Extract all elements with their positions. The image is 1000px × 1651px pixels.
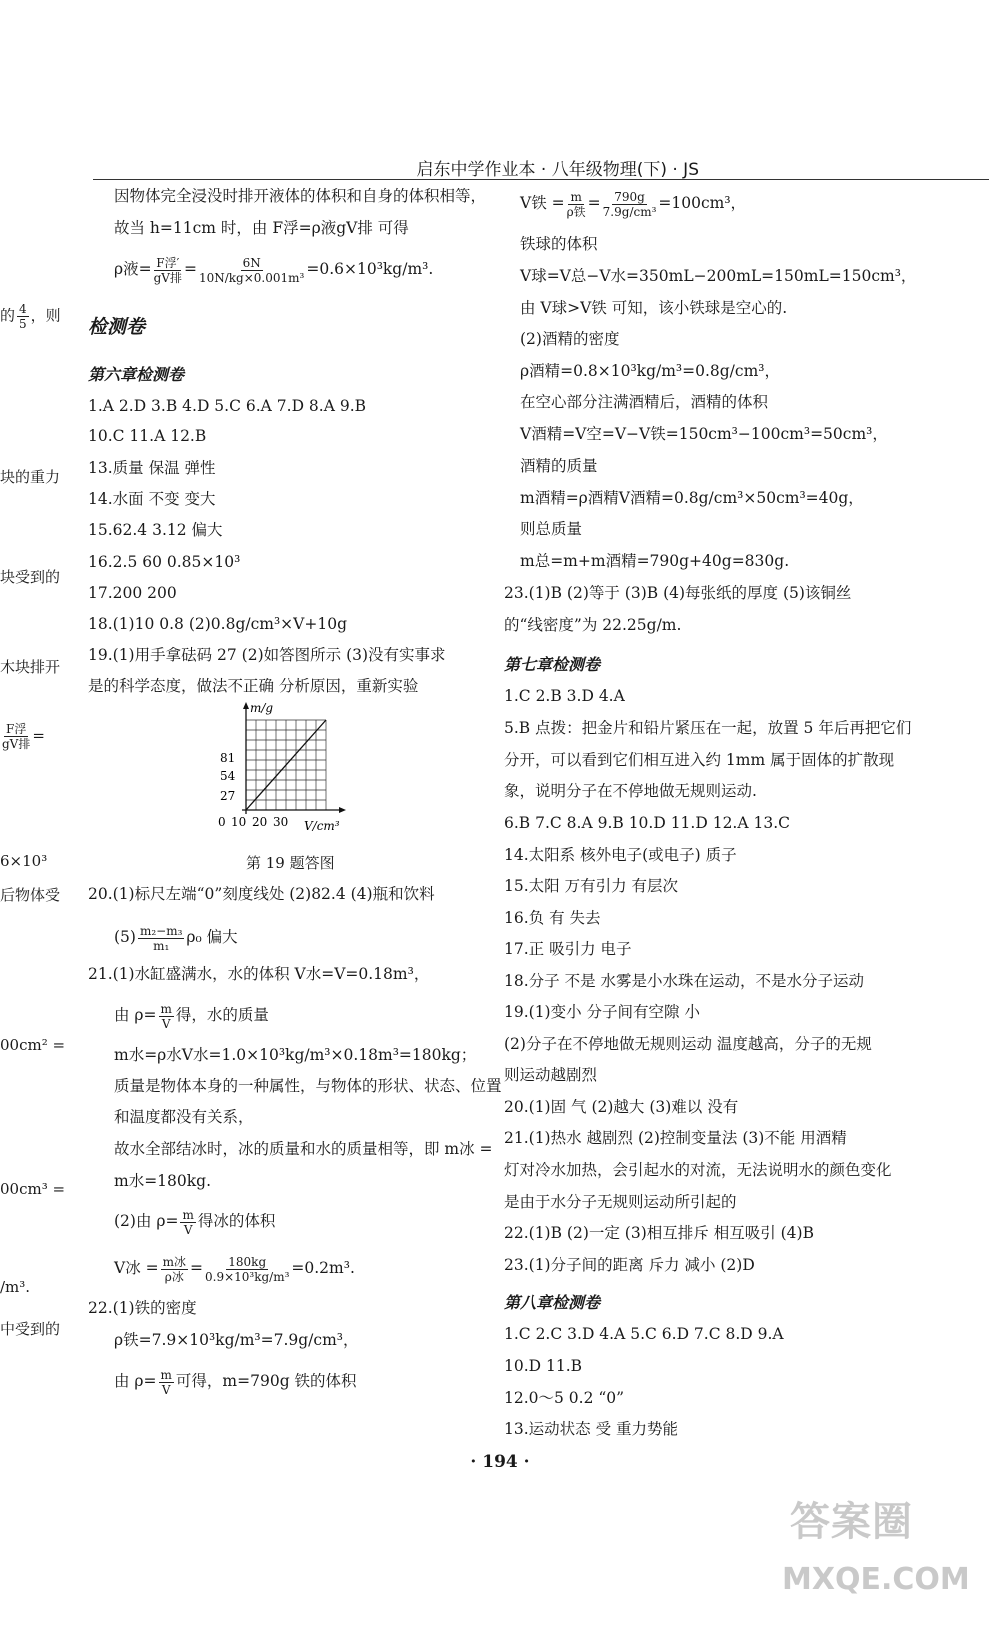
text-line: 因物体完全浸没时排开液体的体积和自身的体积相等， bbox=[114, 187, 487, 205]
left-frag: 后物体受 bbox=[0, 886, 61, 904]
answer-line: ρ铁=7.9×10³kg/m³=7.9g/cm³， bbox=[114, 1331, 359, 1349]
answer-line: V球=V总−V水=350mL−200mL=150mL=150cm³， bbox=[520, 267, 917, 285]
y-tick: 27 bbox=[220, 789, 236, 803]
answer-line: 13.运动状态 受 重力势能 bbox=[504, 1420, 679, 1438]
answer-line: (2)由 ρ= $\frac{m}{V}$ 得冰的体积 bbox=[114, 1207, 276, 1237]
answer-line: 21.(1)水缸盛满水，水的体积 V水=V=0.18m³， bbox=[88, 965, 430, 983]
answer-line: 21.(1)热水 越剧烈 (2)控制变量法 (3)不能 用酒精 bbox=[504, 1129, 847, 1147]
left-frag: 00cm³ = bbox=[0, 1180, 66, 1198]
answer-line: 在空心部分注满酒精后，酒精的体积 bbox=[520, 393, 769, 411]
header-title: 启东中学作业本 · 八年级物理(下) · JS bbox=[416, 160, 699, 180]
answer-line: 16.2.5 60 0.85×10³ bbox=[88, 553, 241, 571]
answer-line: 是由于水分子无规则运动所引起的 bbox=[504, 1193, 737, 1211]
left-frag: $\frac{\text{F浮}}{\text{gV排}}$ = bbox=[2, 722, 45, 751]
left-fragments bbox=[0, 0, 80, 1651]
column-right bbox=[504, 0, 990, 1651]
answer-line: 20.(1)固 气 (2)越大 (3)难以 没有 bbox=[504, 1098, 739, 1116]
answer-line: ρ酒精=0.8×10³kg/m³=0.8g/cm³， bbox=[520, 362, 780, 380]
watermark-logo: 答案圈 bbox=[790, 1499, 913, 1545]
answer-line: 分开，可以看到它们相互进入约 1mm 属于固体的扩散现 bbox=[504, 751, 895, 769]
x-tick: 0 bbox=[218, 815, 226, 829]
left-frag: 的 $\frac{4}{5}$ ，则 bbox=[0, 302, 61, 331]
answer-line: 故水全部结冰时，冰的质量和水的质量相等，即 m冰 = bbox=[114, 1140, 493, 1158]
answer-line: 6.B 7.C 8.A 9.B 10.D 11.D 12.A 13.C bbox=[504, 814, 790, 832]
answer-line: (2)分子在不停地做无规则运动 温度越高，分子的无规 bbox=[504, 1035, 872, 1053]
answer-line: 则运动越剧烈 bbox=[504, 1066, 598, 1084]
answer-line: 15.太阳 万有引力 有层次 bbox=[504, 877, 679, 895]
rho-equation: ρ液= $\frac{\text{F浮′}}{\text{gV排}}$ = $\frac{6N}{\text{10N/kg×0.001m³}}$ =0.6×10³kg/m³. bbox=[114, 255, 434, 285]
answer-line: m总=m+m酒精=790g+40g=830g. bbox=[520, 552, 790, 570]
answer-line: m水=180kg. bbox=[114, 1172, 212, 1190]
fraction: $\frac{4}{5}$ bbox=[19, 302, 27, 331]
answer-line: 1.C 2.B 3.D 4.A bbox=[504, 687, 625, 705]
answer-line: 19.(1)用手拿砝码 27 (2)如答图所示 (3)没有实事求 bbox=[88, 646, 446, 664]
answer-line: 则总质量 bbox=[520, 520, 583, 538]
answer-line: 23.(1)B (2)等于 (3)B (4)每张纸的厚度 (5)该铜丝 bbox=[504, 584, 852, 602]
x-tick: 20 bbox=[252, 815, 268, 829]
answer-line: (2)酒精的密度 bbox=[520, 330, 620, 348]
y-tick: 81 bbox=[220, 751, 236, 765]
answer-line: V冰 = $\frac{\text{m冰}}{\text{ρ冰}}$ = $\frac{180kg}{\text{0.9×10³kg/m³}}$ =0.2m³. bbox=[114, 1254, 355, 1284]
answer-line: 的“线密度”为 22.25g/m. bbox=[504, 616, 682, 634]
answer-line: 是的科学态度，做法不正确 分析原因，重新实验 bbox=[88, 677, 419, 695]
left-frag: 00cm² = bbox=[0, 1036, 66, 1054]
answer-line: 22.(1)铁的密度 bbox=[88, 1299, 197, 1317]
left-frag: 块的重力 bbox=[0, 468, 61, 486]
answer-line: 由 ρ= $\frac{m}{V}$ 可得，m=790g 铁的体积 bbox=[114, 1367, 357, 1397]
chapter-title: 第七章检测卷 bbox=[504, 655, 601, 674]
answer-line: 17.200 200 bbox=[88, 584, 177, 602]
answer-line: 15.62.4 3.12 偏大 bbox=[88, 521, 223, 539]
answer-line: 16.负 有 失去 bbox=[504, 909, 601, 927]
y-axis-arrow bbox=[243, 702, 249, 709]
watermark-url: MXQE.COM bbox=[782, 1562, 970, 1597]
left-frag: 6×10³ bbox=[0, 852, 48, 870]
answer-line: 1.A 2.D 3.B 4.D 5.C 6.A 7.D 8.A 9.B bbox=[88, 397, 367, 415]
left-frag: 木块排开 bbox=[0, 658, 61, 676]
answer-line: m酒精=ρ酒精V酒精=0.8g/cm³×50cm³=40g， bbox=[520, 489, 864, 507]
answer-line: V酒精=V空=V−V铁=150cm³−100cm³=50cm³， bbox=[520, 425, 888, 443]
answer-line: 10.C 11.A 12.B bbox=[88, 427, 207, 445]
chapter-title: 第六章检测卷 bbox=[88, 365, 185, 384]
answer-line: 酒精的质量 bbox=[520, 457, 598, 475]
section-title: 检测卷 bbox=[88, 316, 146, 338]
answer-line: 质量是物体本身的一种属性，与物体的形状、状态、位置 bbox=[114, 1077, 502, 1095]
page-number: · 194 · bbox=[470, 1452, 530, 1472]
answer-line: 10.D 11.B bbox=[504, 1357, 583, 1375]
chapter-title: 第八章检测卷 bbox=[504, 1293, 601, 1312]
answer-line: 14.太阳系 核外电子(或电子) 质子 bbox=[504, 846, 737, 864]
graph-caption: 第 19 题答图 bbox=[246, 854, 335, 872]
x-axis-label: V/cm³ bbox=[304, 819, 340, 833]
mass-volume-graph bbox=[216, 700, 366, 840]
answer-line: 5.B 点拨：把金片和铅片紧压在一起，放置 5 年后再把它们 bbox=[504, 719, 912, 737]
answer-line: 12.0～5 0.2 “0” bbox=[504, 1389, 625, 1407]
answer-line: 18.分子 不是 水雾是小水珠在运动，不是水分子运动 bbox=[504, 972, 865, 990]
fraction: $\frac{\text{F浮}}{\text{gV排}}$ bbox=[2, 722, 31, 751]
answer-line: 由 V球>V铁 可知，该小铁球是空心的. bbox=[520, 299, 788, 317]
answer-line: 18.(1)10 0.8 (2)0.8g/cm³×V+10g bbox=[88, 615, 347, 633]
answer-line: 铁球的体积 bbox=[520, 235, 598, 253]
x-tick: 10 bbox=[231, 815, 247, 829]
y-tick: 54 bbox=[220, 769, 236, 783]
left-frag: /m³. bbox=[0, 1278, 31, 1296]
answer-line: 20.(1)标尺左端“0”刻度线处 (2)82.4 (4)瓶和饮料 bbox=[88, 885, 435, 903]
x-axis-arrow bbox=[339, 807, 346, 813]
answer-line: 17.正 吸引力 电子 bbox=[504, 940, 632, 958]
answer-line: 1.C 2.C 3.D 4.A 5.C 6.D 7.C 8.D 9.A bbox=[504, 1325, 784, 1343]
answer-line: 23.(1)分子间的距离 斥力 减小 (2)D bbox=[504, 1256, 755, 1274]
answer-line: 22.(1)B (2)一定 (3)相互排斥 相互吸引 (4)B bbox=[504, 1224, 814, 1242]
answer-line: m水=ρ水V水=1.0×10³kg/m³×0.18m³=180kg； bbox=[114, 1046, 477, 1064]
answer-line: 19.(1)变小 分子间有空隙 小 bbox=[504, 1003, 700, 1021]
answer-line: 13.质量 保温 弹性 bbox=[88, 459, 216, 477]
left-frag: 中受到的 bbox=[0, 1320, 61, 1338]
answer-line: 14.水面 不变 变大 bbox=[88, 490, 216, 508]
x-tick: 30 bbox=[273, 815, 289, 829]
answer-line: 象，说明分子在不停地做无规则运动. bbox=[504, 782, 757, 800]
answer-line: V铁 = $\frac{m}{\text{ρ铁}}$ = $\frac{790g}{\text{7.9g/cm³}}$ =100cm³， bbox=[520, 189, 747, 219]
y-axis-label: m/g bbox=[250, 701, 274, 715]
left-frag: 块受到的 bbox=[0, 568, 61, 586]
answer-line: 灯对冷水加热，会引起水的对流，无法说明水的颜色变化 bbox=[504, 1161, 892, 1179]
answer-line: (5) $\frac{\text{m₂−m₃}}{\text{m₁}}$ ρ₀ 偏大 bbox=[114, 923, 238, 953]
answer-line: 由 ρ= $\frac{m}{V}$ 得，水的质量 bbox=[114, 1001, 269, 1031]
answer-line: 和温度都没有关系， bbox=[114, 1108, 254, 1126]
text-line: 故当 h=11cm 时，由 F浮=ρ液gV排 可得 bbox=[114, 219, 409, 237]
